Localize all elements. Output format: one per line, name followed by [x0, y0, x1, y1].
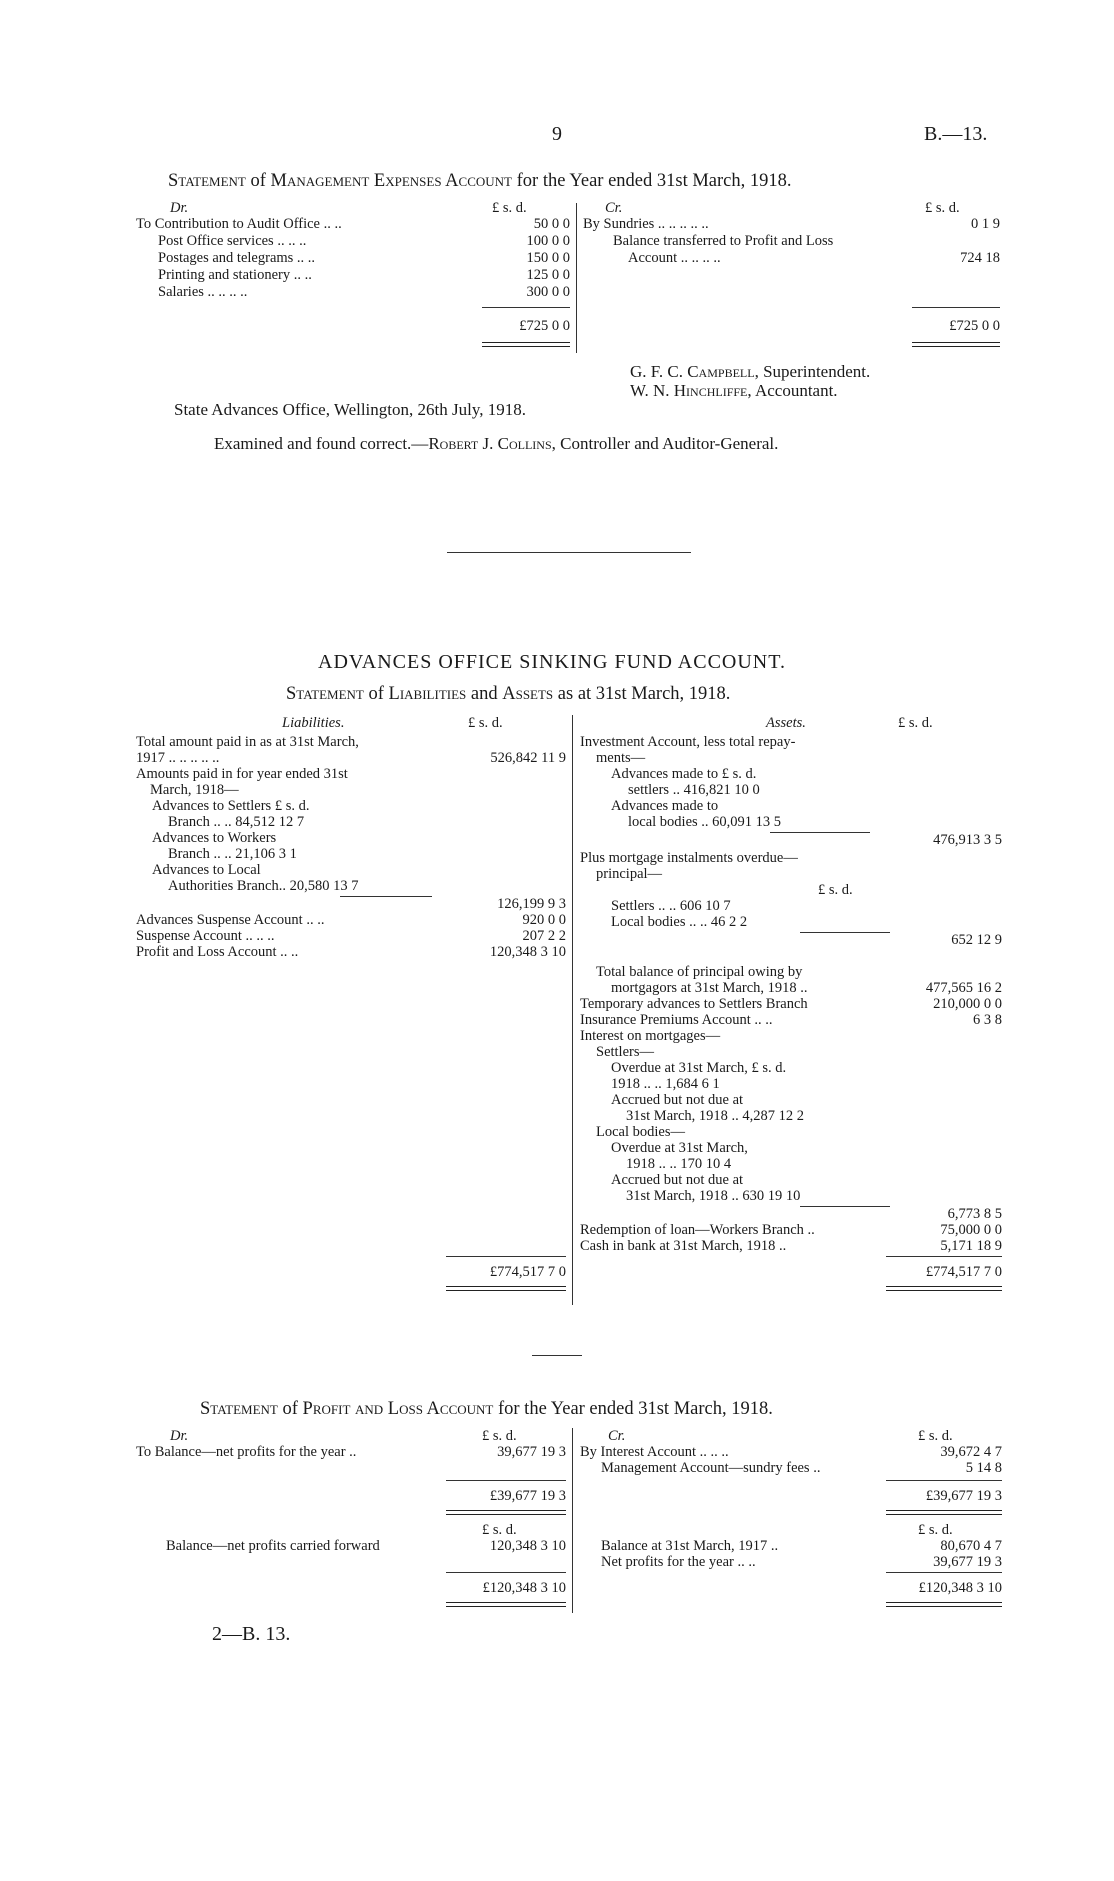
- asset-line: Settlers .. .. 606 10 7: [611, 898, 731, 914]
- liability-line: Total amount paid in as at 31st March,: [136, 734, 359, 750]
- page-number: 9: [552, 123, 562, 145]
- lsd-header: £ s. d.: [482, 1522, 517, 1538]
- signature-accountant: [630, 381, 838, 401]
- sig-text: W. N.: [630, 381, 670, 400]
- double-rule: [886, 1602, 1002, 1607]
- asset-line: Plus mortgage instalments overdue—: [580, 850, 798, 866]
- asset-amount: 6,773 8 5: [947, 1206, 1002, 1222]
- asset-line: Temporary advances to Settlers Branch: [580, 996, 808, 1012]
- pl-right-label: Balance at 31st March, 1917 ..: [601, 1538, 779, 1554]
- ledger-amount: 100 0 0: [526, 233, 570, 249]
- ledger-label: Printing and stationery .. ..: [158, 267, 312, 283]
- liability-line: Amounts paid in for year ended 31st: [136, 766, 348, 782]
- liability-line: Advances to Settlers £ s. d.: [152, 798, 310, 814]
- title-word: for the Year ended 31st March, 1918.: [516, 171, 792, 191]
- liability-amount: 207 2 2: [522, 928, 566, 944]
- asset-line: Accrued but not due at: [611, 1092, 744, 1108]
- asset-amount: 6 3 8: [973, 1012, 1002, 1028]
- asset-amount: 652 12 9: [951, 932, 1002, 948]
- pl-left-total: £39,677 19 3: [489, 1488, 566, 1504]
- pl-right-total: £120,348 3 10: [918, 1580, 1002, 1596]
- lsd-header: £ s. d.: [925, 200, 960, 216]
- title-word: Profit and Loss Account: [302, 1399, 494, 1419]
- pl-left-amount: 39,677 19 3: [497, 1444, 566, 1460]
- ledger-label: By Sundries .. .. .. .. ..: [583, 216, 709, 232]
- pl-right-amount: 5 14 8: [965, 1460, 1002, 1476]
- pl-right-label: Management Account—sundry fees ..: [601, 1460, 821, 1476]
- asset-line: Accrued but not due at: [611, 1172, 744, 1188]
- column-divider: [572, 715, 573, 1305]
- ledger-amount: 300 0 0: [526, 284, 570, 300]
- rule: [770, 832, 870, 833]
- asset-line: Overdue at 31st March,: [611, 1140, 748, 1156]
- double-rule: [446, 1286, 566, 1291]
- assets-total: £774,517 7 0: [925, 1264, 1002, 1280]
- lsd-header: £ s. d.: [918, 1428, 953, 1444]
- pl-left-label: To Balance—net profits for the year ..: [136, 1444, 357, 1460]
- cr-label: Cr.: [608, 1428, 626, 1444]
- asset-line: principal—: [596, 866, 663, 882]
- asset-line: 1918 .. .. 1,684 6 1: [611, 1076, 720, 1092]
- column-divider: [572, 1428, 573, 1613]
- liability-line: Branch .. .. 21,106 3 1: [168, 846, 297, 862]
- sub-word: Liabilities: [388, 684, 467, 704]
- ledger-amount: 724 18: [960, 250, 1000, 266]
- dr-label: Dr.: [170, 1428, 189, 1444]
- exam-text: Robert J. Collins: [428, 434, 552, 453]
- lsd-header: £ s. d.: [918, 1522, 953, 1538]
- rule: [446, 1480, 566, 1481]
- pl-right-label: By Interest Account .. .. ..: [580, 1444, 729, 1460]
- asset-line: £ s. d.: [818, 882, 853, 898]
- management-statement-title: [168, 170, 792, 192]
- sub-word: and: [470, 684, 498, 704]
- asset-line: Local bodies—: [596, 1124, 685, 1140]
- liability-amount: 120,348 3 10: [489, 944, 566, 960]
- liabilities-total: £774,517 7 0: [489, 1264, 566, 1280]
- profit-loss-title: [200, 1398, 773, 1420]
- liability-amount: 126,199 9 3: [497, 896, 566, 912]
- asset-line: mortgagors at 31st March, 1918 ..: [611, 980, 808, 996]
- asset-line: Insurance Premiums Account .. ..: [580, 1012, 773, 1028]
- ledger-total: £725 0 0: [519, 318, 570, 334]
- assets-header: Assets.: [766, 715, 806, 731]
- asset-line: Settlers—: [596, 1044, 654, 1060]
- asset-line: Overdue at 31st March, £ s. d.: [611, 1060, 787, 1076]
- liability-line: Authorities Branch.. 20,580 13 7: [168, 878, 359, 894]
- asset-amount: 75,000 0 0: [940, 1222, 1002, 1238]
- ledger-amount: 125 0 0: [526, 267, 570, 283]
- asset-line: ments—: [596, 750, 646, 766]
- asset-amount: 477,565 16 2: [925, 980, 1002, 996]
- pl-left-total: £120,348 3 10: [482, 1580, 566, 1596]
- double-rule: [446, 1510, 566, 1515]
- asset-line: 31st March, 1918 .. 630 19 10: [626, 1188, 801, 1204]
- lsd-header: £ s. d.: [468, 715, 503, 731]
- title-word: for the Year ended 31st March, 1918.: [497, 1399, 773, 1419]
- liability-amount: 526,842 11 9: [490, 750, 566, 766]
- asset-line: Total balance of principal owing by: [596, 964, 803, 980]
- liability-line: Profit and Loss Account .. ..: [136, 944, 299, 960]
- asset-line: 31st March, 1918 .. 4,287 12 2: [626, 1108, 805, 1124]
- asset-line: Investment Account, less total repay-: [580, 734, 796, 750]
- sub-word: Statement: [286, 684, 364, 704]
- title-word: Management Expenses Account: [270, 171, 512, 191]
- double-rule: [446, 1602, 566, 1607]
- ledger-label: Account .. .. .. ..: [628, 250, 721, 266]
- auditor-examination: [214, 434, 778, 454]
- liability-line: Branch .. .. 84,512 12 7: [168, 814, 305, 830]
- liability-line: Advances to Local: [152, 862, 261, 878]
- ledger-label: Postages and telegrams .. ..: [158, 250, 316, 266]
- rule: [446, 1256, 566, 1257]
- lsd-header: £ s. d.: [898, 715, 933, 731]
- asset-amount: 5,171 18 9: [940, 1238, 1002, 1254]
- asset-line: local bodies .. 60,091 13 5: [628, 814, 782, 830]
- liability-line: March, 1918—: [150, 782, 239, 798]
- rule: [886, 1572, 1002, 1573]
- rule: [886, 1256, 1002, 1257]
- sig-text: Hinchliffe: [673, 381, 748, 400]
- cr-label: Cr.: [605, 200, 623, 216]
- liability-line: Suspense Account .. .. ..: [136, 928, 275, 944]
- asset-line: Advances made to £ s. d.: [611, 766, 757, 782]
- rule: [800, 1206, 890, 1207]
- ledger-amount: 0 1 9: [971, 216, 1000, 232]
- sig-text: , Superintendent.: [754, 362, 871, 381]
- liability-line: Advances Suspense Account .. ..: [136, 912, 325, 928]
- title-word: of: [282, 1399, 298, 1419]
- rule: [886, 1480, 1002, 1481]
- sig-text: , Accountant.: [747, 381, 838, 400]
- ledger-amount: 50 0 0: [533, 216, 570, 232]
- double-rule: [886, 1510, 1002, 1515]
- sub-word: of: [368, 684, 384, 704]
- liabilities-header: Liabilities.: [282, 715, 345, 731]
- pl-right-label: Net profits for the year .. ..: [601, 1554, 756, 1570]
- column-divider: [576, 203, 577, 353]
- asset-line: settlers .. 416,821 10 0: [628, 782, 760, 798]
- sub-word: as at 31st March, 1918.: [557, 684, 731, 704]
- ledger-label: Salaries .. .. .. ..: [158, 284, 248, 300]
- pl-right-total: £39,677 19 3: [925, 1488, 1002, 1504]
- office-date-line: State Advances Office, Wellington, 26th July, 1918.: [174, 400, 526, 419]
- liability-line: Advances to Workers: [152, 830, 277, 846]
- sheet-signature: 2—B. 13.: [212, 1623, 291, 1645]
- double-rule: [912, 342, 1000, 347]
- sig-text: G. F. C.: [630, 362, 683, 381]
- sig-text: Campbell: [687, 362, 755, 381]
- pl-right-amount: 39,672 4 7: [940, 1444, 1002, 1460]
- sinking-fund-subheading: [286, 683, 730, 705]
- pl-left-label: Balance—net profits carried forward: [166, 1538, 380, 1554]
- double-rule: [482, 342, 570, 347]
- ledger-amount: 150 0 0: [526, 250, 570, 266]
- section-separator: [532, 1355, 582, 1356]
- exam-text: , Controller and Auditor-General.: [551, 434, 779, 453]
- asset-line: Interest on mortgages—: [580, 1028, 721, 1044]
- asset-line: Cash in bank at 31st March, 1918 ..: [580, 1238, 787, 1254]
- exam-text: Examined and found correct.—: [214, 434, 429, 453]
- title-word: Statement: [168, 171, 246, 191]
- rule: [340, 896, 432, 897]
- asset-amount: 210,000 0 0: [933, 996, 1002, 1012]
- ledger-label: Balance transferred to Profit and Loss: [613, 233, 834, 249]
- title-word: of: [250, 171, 266, 191]
- rule: [482, 307, 570, 308]
- sub-word: Assets: [502, 684, 554, 704]
- pl-left-amount: 120,348 3 10: [489, 1538, 566, 1554]
- signature-superintendent: [630, 362, 870, 382]
- sinking-fund-heading: ADVANCES OFFICE SINKING FUND ACCOUNT.: [318, 651, 786, 673]
- rule: [912, 307, 1000, 308]
- document-reference: B.—13.: [924, 123, 988, 145]
- ledger-total: £725 0 0: [949, 318, 1000, 334]
- rule: [446, 1572, 566, 1573]
- ledger-label: To Contribution to Audit Office .. ..: [136, 216, 342, 232]
- dr-label: Dr.: [170, 200, 189, 216]
- title-word: Statement: [200, 1399, 278, 1419]
- lsd-header: £ s. d.: [492, 200, 527, 216]
- asset-line: Redemption of loan—Workers Branch ..: [580, 1222, 815, 1238]
- asset-line: Local bodies .. .. 46 2 2: [611, 914, 748, 930]
- asset-line: Advances made to: [611, 798, 719, 814]
- asset-line: 1918 .. .. 170 10 4: [626, 1156, 732, 1172]
- rule: [800, 932, 890, 933]
- pl-right-amount: 80,670 4 7: [940, 1538, 1002, 1554]
- pl-right-amount: 39,677 19 3: [933, 1554, 1002, 1570]
- liability-amount: 920 0 0: [522, 912, 566, 928]
- section-separator: [447, 552, 691, 553]
- double-rule: [886, 1286, 1002, 1291]
- lsd-header: £ s. d.: [482, 1428, 517, 1444]
- asset-amount: 476,913 3 5: [933, 832, 1002, 848]
- ledger-label: Post Office services .. .. ..: [158, 233, 307, 249]
- liability-line: 1917 .. .. .. .. ..: [136, 750, 220, 766]
